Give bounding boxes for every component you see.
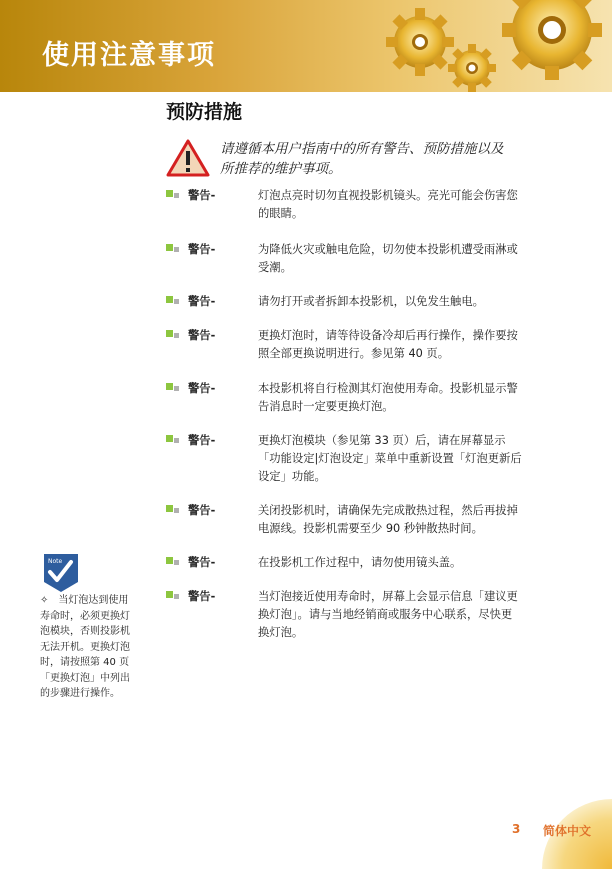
section-title: 预防措施	[166, 101, 243, 123]
warning-line: 照全部更换说明进行。参见第 40 页。	[258, 347, 450, 360]
bullet-icon	[166, 588, 182, 606]
bullet-icon	[166, 187, 182, 205]
warning-line: 设定」功能。	[258, 470, 326, 483]
warning-label: 警告-	[188, 295, 216, 308]
warning-line: 更换灯泡时，请等待设备冷却后再行操作，操作要按	[258, 329, 518, 342]
warning-item	[166, 554, 566, 572]
bullet-icon	[166, 432, 182, 450]
warning-line: 更换灯泡模块（参见第 33 页）后，请在屏幕显示	[258, 434, 506, 447]
warning-item	[166, 502, 566, 538]
warning-item	[166, 293, 566, 311]
warning-item	[166, 380, 566, 416]
bullet-icon	[166, 502, 182, 520]
warning-line: 的眼睛。	[258, 207, 304, 220]
warning-label: 警告-	[188, 556, 216, 569]
bullet-icon	[166, 554, 182, 572]
page-title: 使用注意事项	[42, 40, 216, 71]
warning-line: 电源线。投影机需要至少 90 秒钟散热时间。	[258, 522, 483, 535]
warning-text	[258, 554, 566, 572]
warning-line: 换灯泡。	[258, 626, 304, 639]
warning-label: 警告-	[188, 504, 216, 517]
warning-line: 关闭投影机时，请确保先完成散热过程，然后再拔掉	[258, 504, 518, 517]
warning-label: 警告-	[188, 382, 216, 395]
warning-triangle-icon	[166, 138, 210, 178]
language-label: 简体中文	[543, 824, 592, 838]
warning-line: 请勿打开或者拆卸本投影机，以免发生触电。	[258, 295, 484, 308]
warning-label: 警告-	[188, 590, 216, 603]
warning-label: 警告-	[188, 243, 216, 256]
warning-item	[166, 432, 566, 486]
intro-text	[220, 139, 580, 179]
warning-line: 告消息时一定要更换灯泡。	[258, 400, 394, 413]
note-line: 的步骤进行操作。	[40, 688, 120, 699]
warning-line: 在投影机工作过程中，请勿使用镜头盖。	[258, 556, 462, 569]
note-line: 「更换灯泡」中列出	[40, 672, 130, 684]
warning-line: 受潮。	[258, 261, 292, 274]
warning-line: 为降低火灾或触电危险，切勿使本投影机遭受雨淋或	[258, 243, 518, 256]
warning-text	[258, 241, 566, 277]
note-line: 泡模块，否则投影机	[40, 626, 130, 637]
warning-line: 当灯泡接近使用寿命时，屏幕上会显示信息「建议更	[258, 590, 518, 603]
warning-text	[258, 588, 566, 642]
warning-list	[166, 187, 566, 642]
warning-text	[258, 293, 566, 311]
warning-line: 灯泡点亮时切勿直视投影机镜头。亮光可能会伤害您	[258, 189, 518, 202]
warning-label: 警告-	[188, 189, 216, 202]
warning-label: 警告-	[188, 434, 216, 447]
warning-item	[166, 187, 566, 223]
warning-line: 换灯泡」。请与当地经销商或服务中心联系，尽快更	[258, 608, 513, 621]
bullet-icon	[166, 241, 182, 259]
warning-line: 本投影机将自行检测其灯泡使用寿命。投影机显示警	[258, 382, 518, 395]
bullet-icon	[166, 327, 182, 345]
intro-line: 请遵循本用户指南中的所有警告、预防措施以及	[220, 141, 504, 157]
warning-text	[258, 380, 566, 416]
header-banner	[0, 0, 612, 92]
bullet-icon	[166, 380, 182, 398]
gears-icon	[372, 0, 612, 92]
warning-item	[166, 327, 566, 363]
warning-text	[258, 502, 566, 538]
warning-item	[166, 588, 566, 642]
warning-text	[258, 432, 566, 486]
warning-line: 「功能设定|灯泡设定」菜单中重新设置「灯泡更新后	[258, 452, 522, 465]
warning-label: 警告-	[188, 329, 216, 342]
warning-item	[166, 241, 566, 277]
note-line: 时，请按照第 40 页	[40, 657, 130, 668]
note-icon	[40, 552, 82, 594]
note-icon-label: Note	[48, 558, 63, 565]
bullet-icon	[166, 293, 182, 311]
page-number: 3	[512, 822, 521, 836]
note-line: 无法开机。更换灯泡	[40, 641, 130, 653]
warning-text	[258, 187, 566, 223]
note-line: ✧ 当灯泡达到使用	[40, 595, 129, 606]
note-line: 寿命时，必须更换灯	[40, 610, 130, 622]
note-text	[40, 593, 152, 702]
intro-line: 所推荐的维护事项。	[220, 161, 342, 177]
warning-text	[258, 327, 566, 363]
